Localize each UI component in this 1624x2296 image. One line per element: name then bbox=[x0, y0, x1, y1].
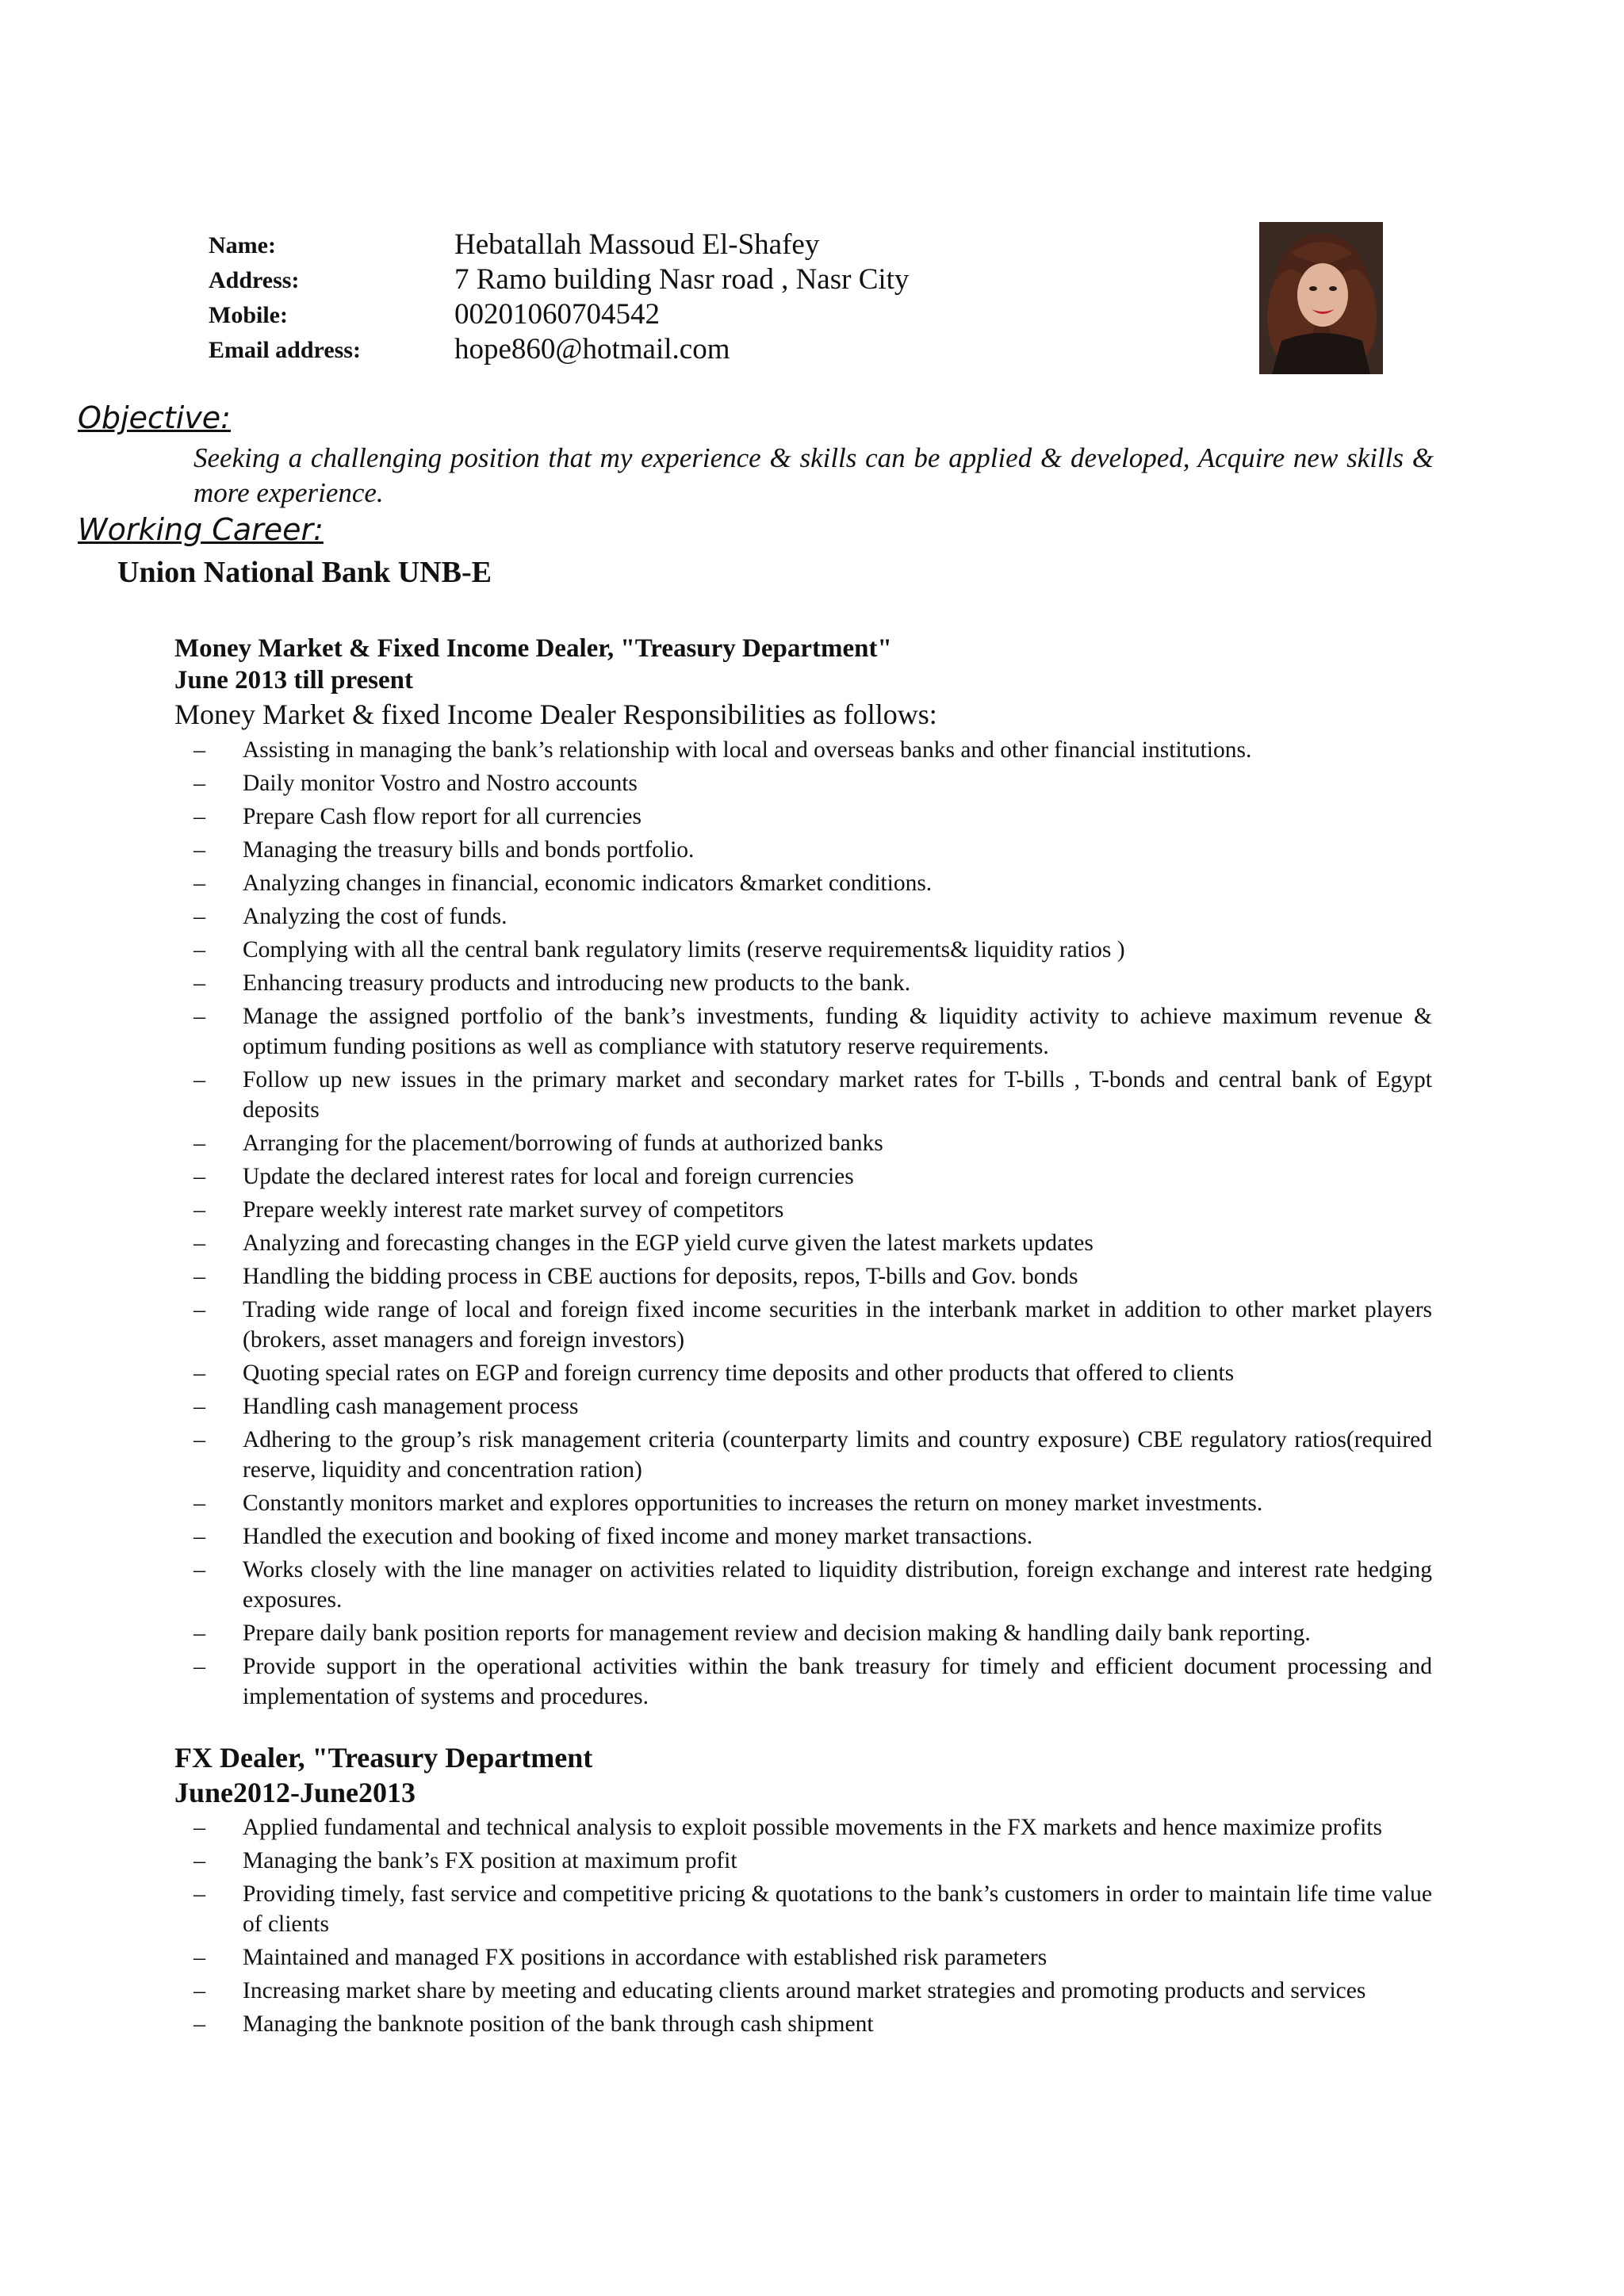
list-item: – Quoting special rates on EGP and foreign currency time deposits and other products that offered to clients bbox=[0, 1358, 1432, 1388]
profile-photo-icon bbox=[1259, 222, 1383, 374]
working-career-heading: Working Career: bbox=[78, 512, 324, 547]
bullet-dash: – bbox=[193, 1556, 205, 1582]
list-item: – Arranging for the placement/borrowing of funds at authorized banks bbox=[0, 1128, 1432, 1158]
bullet-dash: – bbox=[193, 1196, 205, 1223]
bullet-dash: – bbox=[193, 1393, 205, 1419]
bullet-dash: – bbox=[193, 1977, 205, 2003]
email-label: Email address: bbox=[209, 337, 361, 363]
bullet-dash: – bbox=[193, 903, 205, 929]
bullet-dash: – bbox=[193, 1523, 205, 1549]
bullet-dash: – bbox=[193, 737, 205, 763]
list-item: – Applied fundamental and technical analysis to exploit possible movements in the FX markets and hence maximize profits bbox=[0, 1812, 1432, 1843]
role-intro: Money Market & fixed Income Dealer Responsibilities as follows: bbox=[174, 698, 937, 730]
list-item: – Managing the banknote position of the bank through cash shipment bbox=[0, 2009, 1432, 2039]
list-item: – Handled the execution and booking of fixed income and money market transactions. bbox=[0, 1521, 1432, 1552]
email-value: hope860@hotmail.com bbox=[454, 333, 730, 365]
list-item: – Increasing market share by meeting and educating clients around market strategies and promoting products and services bbox=[0, 1976, 1432, 2006]
mobile-value: 00201060704542 bbox=[454, 298, 660, 331]
objective-text: Seeking a challenging position that my experience & skills can be applied & developed, Acquire new skills & more experience. bbox=[193, 442, 1434, 508]
bullet-dash: – bbox=[193, 1490, 205, 1516]
mobile-label: Mobile: bbox=[209, 302, 288, 328]
list-item: – Assisting in managing the bank’s relationship with local and overseas banks and other financial institutions. bbox=[0, 735, 1432, 765]
list-item: – Prepare daily bank position reports for management review and decision making & handling daily bank reporting. bbox=[0, 1618, 1432, 1648]
list-item: – Analyzing the cost of funds. bbox=[0, 901, 1432, 932]
objective-heading: Objective: bbox=[78, 400, 231, 435]
bullet-dash: – bbox=[193, 1426, 205, 1452]
role-dates: June 2013 till present bbox=[174, 666, 413, 695]
bullet-dash: – bbox=[193, 936, 205, 962]
bullet-dash: – bbox=[193, 1944, 205, 1970]
list-item: – Managing the treasury bills and bonds portfolio. bbox=[0, 835, 1432, 865]
bullet-dash: – bbox=[193, 1653, 205, 1679]
bullet-dash: – bbox=[193, 2011, 205, 2037]
bullet-dash: – bbox=[193, 1066, 205, 1093]
bullet-dash: – bbox=[193, 1360, 205, 1386]
list-item: – Handling cash management process bbox=[0, 1391, 1432, 1422]
bullet-dash: – bbox=[193, 1003, 205, 1029]
bullet-dash: – bbox=[193, 1263, 205, 1289]
list-item: – Prepare Cash flow report for all currencies bbox=[0, 802, 1432, 832]
bullet-dash: – bbox=[193, 1296, 205, 1322]
role-title: Money Market & Fixed Income Dealer, "Treasury Department" bbox=[174, 634, 892, 663]
list-item: – Prepare weekly interest rate market survey of competitors bbox=[0, 1195, 1432, 1225]
bullet-dash: – bbox=[193, 836, 205, 863]
list-item: – Providing timely, fast service and competitive pricing & quotations to the bank’s customers in order to maintain life time value of clients bbox=[193, 1881, 1432, 1937]
duties-list-money-market bbox=[0, 735, 1624, 1715]
role-title: FX Dealer, "Treasury Department bbox=[174, 1742, 593, 1774]
list-item: – Daily monitor Vostro and Nostro accounts bbox=[0, 768, 1432, 798]
list-item: – Adhering to the group’s risk management criteria (counterparty limits and country exposure) CBE regulatory ratios(required reserve, liquidity and concentration ration) bbox=[193, 1426, 1432, 1483]
list-item: – Trading wide range of local and foreign fixed income securities in the interbank market in addition to other market players (brokers, asset managers and foreign investors) bbox=[193, 1296, 1432, 1353]
bullet-dash: – bbox=[193, 1163, 205, 1189]
list-item: – Provide support in the operational activities within the bank treasury for timely and efficient document processing and implementation of systems and procedures. bbox=[193, 1653, 1432, 1709]
list-item: – Analyzing changes in financial, economic indicators &market conditions. bbox=[0, 868, 1432, 898]
profile-photo bbox=[1259, 222, 1383, 374]
bullet-dash: – bbox=[193, 970, 205, 996]
bullet-dash: – bbox=[193, 870, 205, 896]
bullet-dash: – bbox=[193, 1230, 205, 1256]
list-item: – Enhancing treasury products and introducing new products to the bank. bbox=[0, 968, 1432, 998]
bullet-dash: – bbox=[193, 1881, 205, 1907]
list-item: – Constantly monitors market and explores opportunities to increases the return on money market investments. bbox=[0, 1488, 1432, 1518]
list-item: – Manage the assigned portfolio of the bank’s investments, funding & liquidity activity to achieve maximum revenue & optimum funding positions as well as compliance with statutory reserve requirements. bbox=[193, 1003, 1432, 1059]
list-item: – Managing the bank’s FX position at maximum profit bbox=[0, 1846, 1432, 1876]
list-item: – Maintained and managed FX positions in accordance with established risk parameters bbox=[0, 1942, 1432, 1973]
list-item: – Handling the bidding process in CBE auctions for deposits, repos, T-bills and Gov. bonds bbox=[0, 1261, 1432, 1292]
name-value: Hebatallah Massoud El-Shafey bbox=[454, 228, 820, 261]
address-label: Address: bbox=[209, 267, 300, 293]
company-name: Union National Bank UNB-E bbox=[117, 556, 492, 589]
bullet-dash: – bbox=[193, 1847, 205, 1873]
list-item: – Follow up new issues in the primary market and secondary market rates for T-bills , T-bonds and central bank of Egypt deposits bbox=[193, 1066, 1432, 1123]
list-item: – Works closely with the line manager on activities related to liquidity distribution, foreign exchange and interest rate hedging exposures. bbox=[193, 1556, 1432, 1613]
name-label: Name: bbox=[209, 232, 276, 258]
bullet-dash: – bbox=[193, 803, 205, 829]
duties-list-fx bbox=[0, 1812, 1624, 2042]
bullet-dash: – bbox=[193, 1620, 205, 1646]
address-value: 7 Ramo building Nasr road , Nasr City bbox=[454, 263, 910, 296]
list-item: – Update the declared interest rates for local and foreign currencies bbox=[0, 1161, 1432, 1192]
bullet-dash: – bbox=[193, 770, 205, 796]
list-item: – Complying with all the central bank regulatory limits (reserve requirements& liquidity ratios ) bbox=[0, 935, 1432, 965]
bullet-dash: – bbox=[193, 1130, 205, 1156]
bullet-dash: – bbox=[193, 1814, 205, 1840]
role-dates: June2012-June2013 bbox=[174, 1777, 416, 1808]
list-item: – Analyzing and forecasting changes in the EGP yield curve given the latest markets updates bbox=[0, 1228, 1432, 1258]
